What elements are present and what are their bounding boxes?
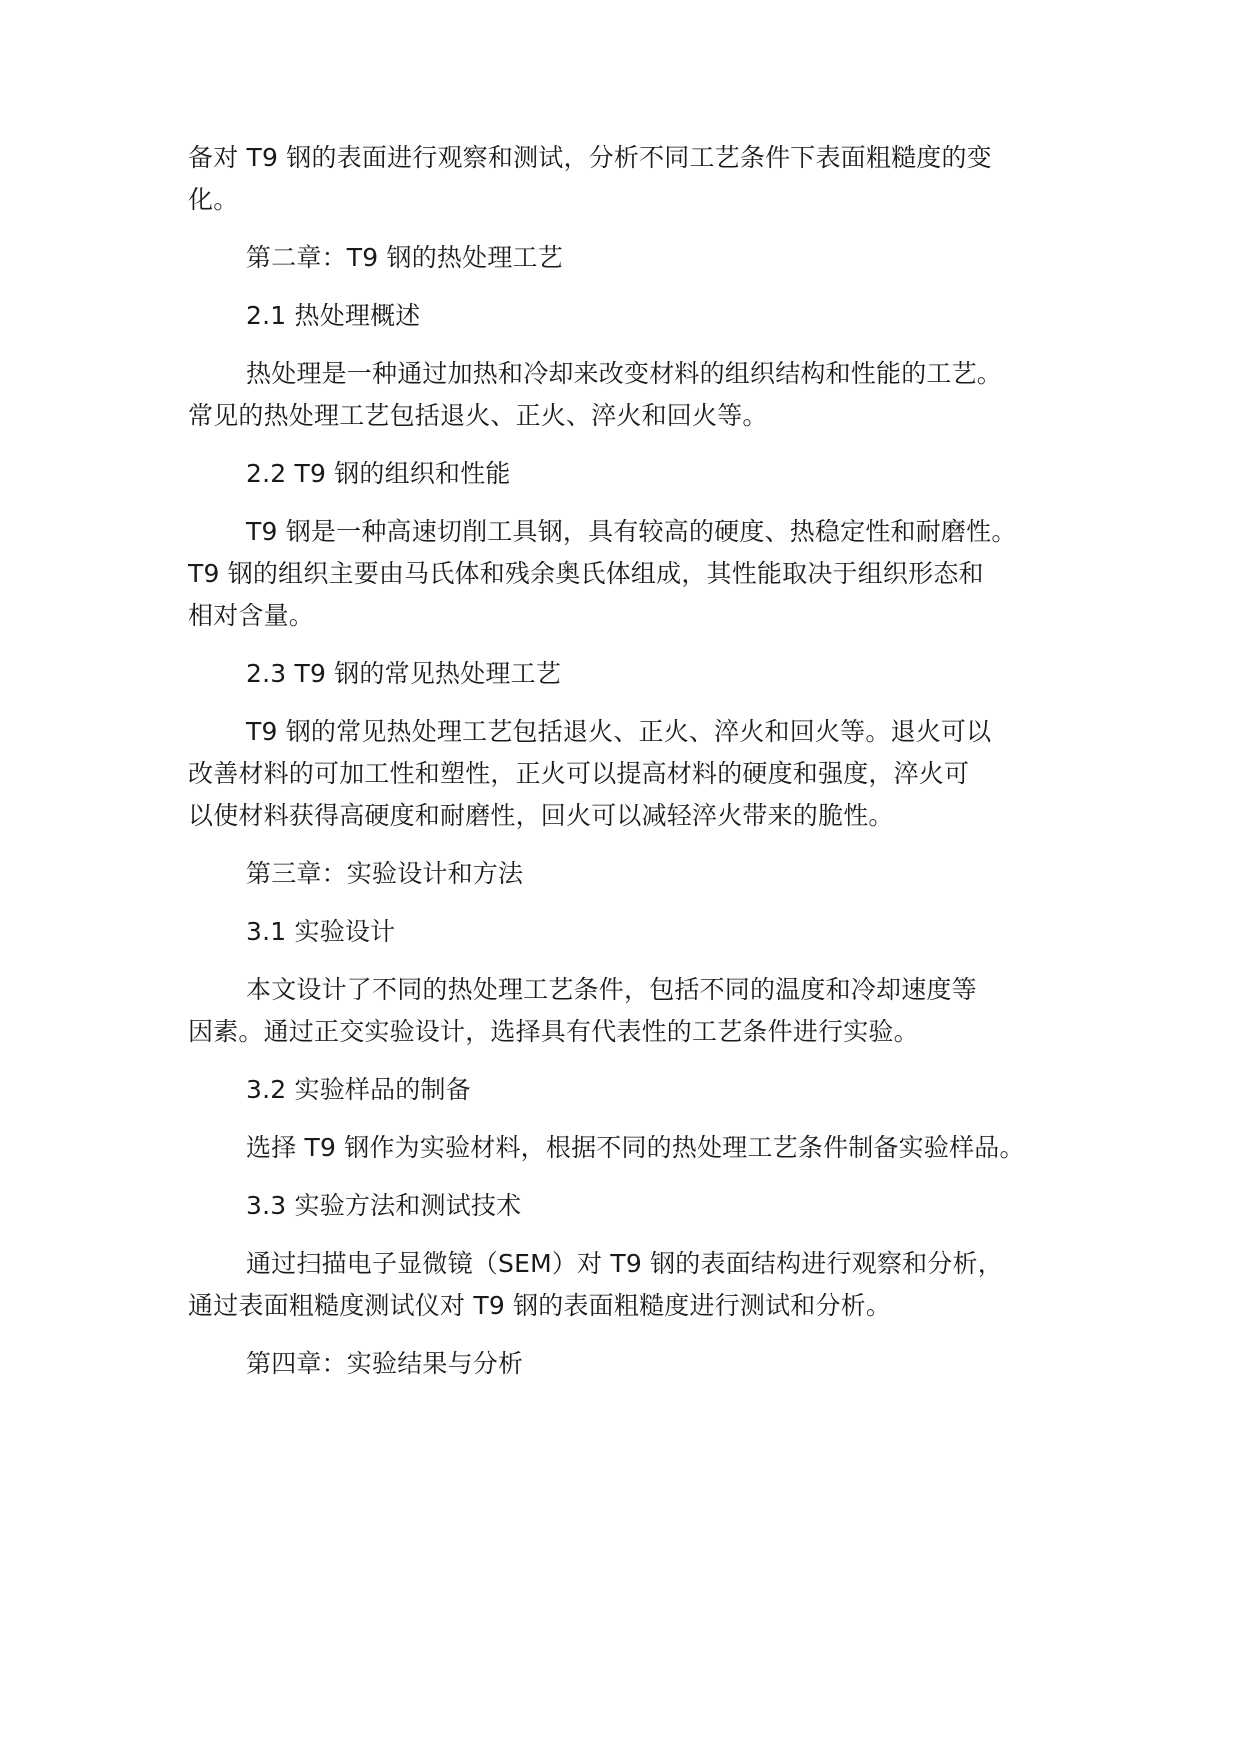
section-heading: 2.3 T9 钢的常见热处理工艺 — [246, 659, 562, 688]
section-heading: 3.2 实验样品的制备 — [246, 1075, 471, 1104]
paragraph-line: 备对 T9 钢的表面进行观察和测试，分析不同工艺条件下表面粗糙度的变 — [188, 143, 992, 172]
section-heading: 3.1 实验设计 — [246, 917, 396, 946]
paragraph-line: 常见的热处理工艺包括退火、正火、淬火和回火等。 — [188, 401, 768, 430]
paragraph-line: T9 钢是一种高速切削工具钢，具有较高的硬度、热稳定性和耐磨性。 — [246, 517, 1017, 546]
chapter-heading: 第三章：实验设计和方法 — [246, 859, 524, 888]
paragraph-line: 通过表面粗糙度测试仪对 T9 钢的表面粗糙度进行测试和分析。 — [188, 1291, 892, 1320]
paragraph-line: 热处理是一种通过加热和冷却来改变材料的组织结构和性能的工艺。 — [246, 359, 1003, 388]
chapter-heading: 第二章：T9 钢的热处理工艺 — [246, 243, 563, 272]
paragraph-line: 通过扫描电子显微镜（SEM）对 T9 钢的表面结构进行观察和分析， — [246, 1249, 1003, 1278]
paragraph-line: 化。 — [188, 185, 239, 214]
paragraph-line: 选择 T9 钢作为实验材料，根据不同的热处理工艺条件制备实验样品。 — [246, 1133, 1025, 1162]
section-heading: 2.1 热处理概述 — [246, 301, 421, 330]
paragraph-line: 相对含量。 — [188, 601, 315, 630]
section-heading: 2.2 T9 钢的组织和性能 — [246, 459, 511, 488]
paragraph-line: T9 钢的常见热处理工艺包括退火、正火、淬火和回火等。退火可以 — [246, 717, 992, 746]
paragraph-line: 因素。通过正交实验设计，选择具有代表性的工艺条件进行实验。 — [188, 1017, 919, 1046]
paragraph-line: 改善材料的可加工性和塑性，正火可以提高材料的硬度和强度，淬火可 — [188, 759, 970, 788]
section-heading: 3.3 实验方法和测试技术 — [246, 1191, 522, 1220]
paragraph-line: 以使材料获得高硬度和耐磨性，回火可以减轻淬火带来的脆性。 — [188, 801, 894, 830]
paragraph-line: 本文设计了不同的热处理工艺条件，包括不同的温度和冷却速度等 — [246, 975, 977, 1004]
chapter-heading: 第四章：实验结果与分析 — [246, 1349, 524, 1378]
paragraph-line: T9 钢的组织主要由马氏体和残余奥氏体组成，其性能取决于组织形态和 — [188, 559, 984, 588]
